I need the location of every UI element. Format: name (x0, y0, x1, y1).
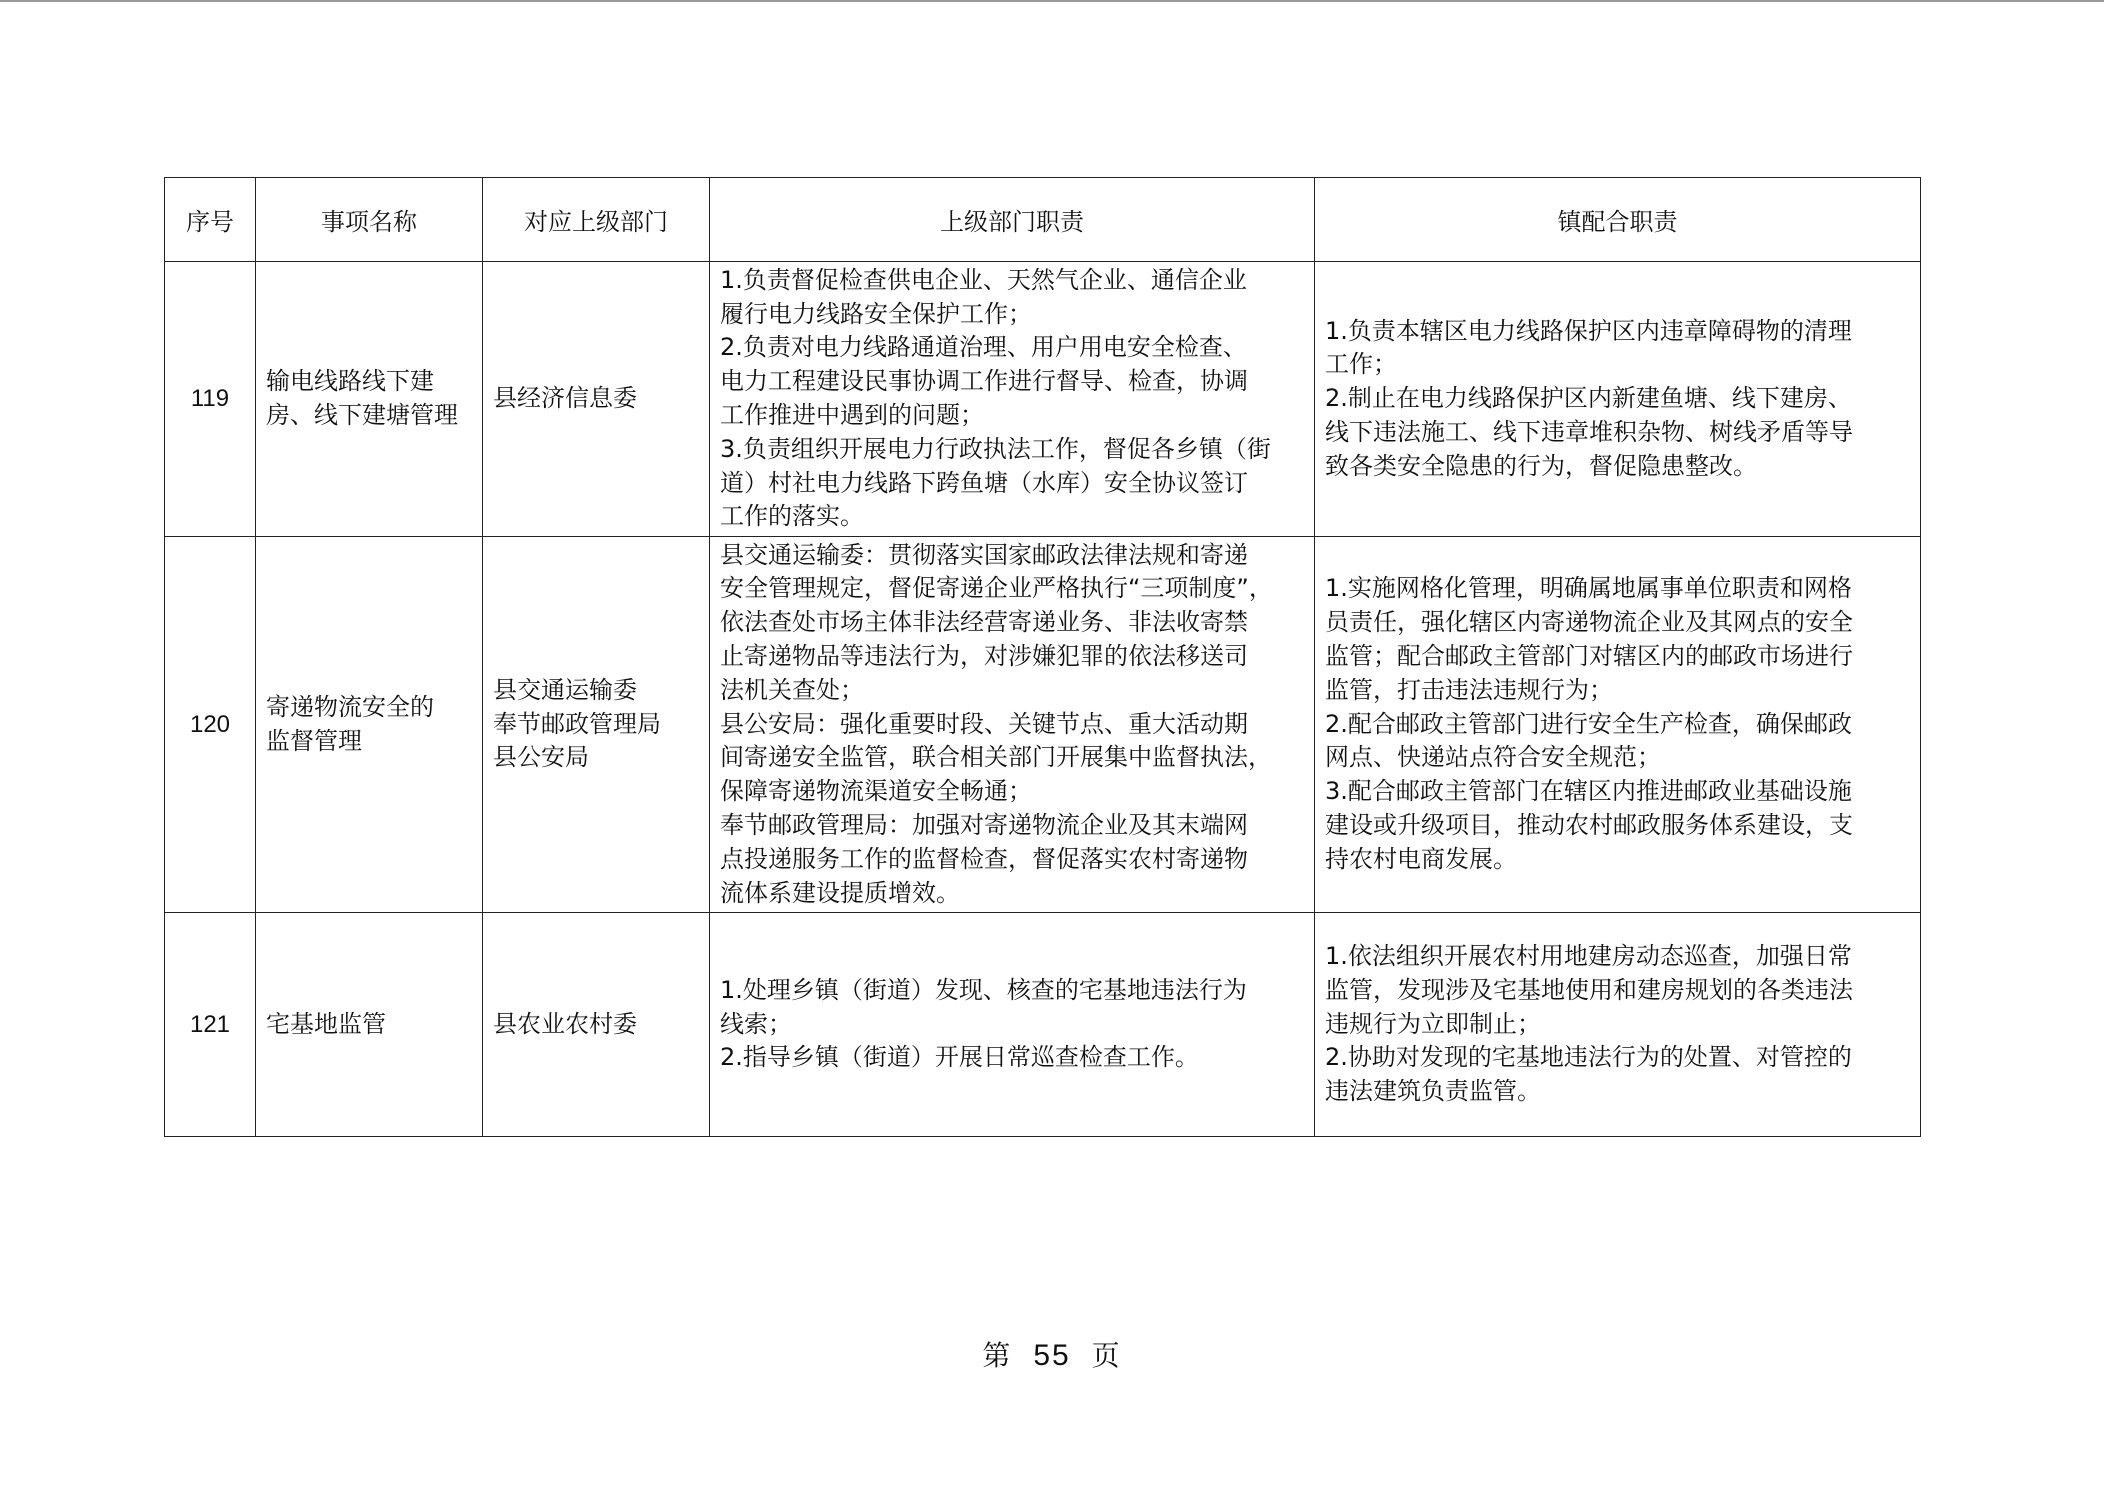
text-line: 违规行为立即制止； (1325, 1009, 1541, 1038)
text-line: 道）村社电力线路下跨鱼塘（水库）安全协议签订 (720, 468, 1248, 497)
town-duty (1315, 913, 1921, 1137)
text-line: 依法查处市场主体非法经营寄递业务、非法收寄禁 (720, 608, 1248, 637)
text-line: 电力工程建设民事协调工作进行督导、检查，协调 (720, 367, 1248, 396)
text-line: 县经济信息委 (493, 384, 637, 413)
text-line: 宅基地监管 (266, 1009, 386, 1038)
text-line: 奉节邮政管理局 (493, 709, 661, 738)
table-row (165, 537, 1921, 913)
text-line: 1.负责本辖区电力线路保护区内违章障碍物的清理 (1325, 316, 1852, 345)
text-line: 工作推进中遇到的问题； (720, 401, 984, 429)
header-number: 序号 (165, 178, 256, 262)
text-line: 致各类安全隐患的行为，督促隐患整改。 (1325, 451, 1757, 480)
text-line: 线下违法施工、线下违章堆积杂物、树线矛盾等导 (1325, 417, 1853, 446)
row-number: 119 (165, 262, 256, 537)
text-line: 2.协助对发现的宅基地违法行为的处置、对管控的 (1325, 1043, 1852, 1072)
text-line: 监管，发现涉及宅基地使用和建房规划的各类违法 (1325, 975, 1853, 1004)
table-row (165, 913, 1921, 1137)
row-number: 120 (165, 537, 256, 913)
text-line: 2.配合邮政主管部门进行安全生产检查，确保邮政 (1325, 709, 1852, 738)
text-line: 持农村电商发展。 (1325, 844, 1517, 873)
header-town-duty: 镇配合职责 (1315, 178, 1921, 262)
text-line: 流体系建设提质增效。 (720, 878, 960, 907)
text-line: 监管，打击违法违规行为； (1325, 675, 1613, 704)
text-line: 员责任，强化辖区内寄递物流企业及其网点的安全 (1325, 608, 1853, 637)
text-line: 县交通运输委 (493, 675, 637, 704)
text-line: 2.指导乡镇（街道）开展日常巡查检查工作。 (720, 1043, 1199, 1072)
duty-table (164, 177, 1921, 1137)
text-line: 止寄递物品等违法行为，对涉嫌犯罪的依法移送司 (720, 642, 1248, 670)
text-line: 1.实施网格化管理，明确属地属事单位职责和网格 (1325, 574, 1852, 603)
header-superior-duty: 上级部门职责 (710, 178, 1315, 262)
superior-dept (483, 913, 710, 1137)
text-line: 2.负责对电力线路通道治理、用户用电安全检查、 (720, 333, 1247, 362)
town-duty (1315, 262, 1921, 537)
table-header-row (165, 178, 1921, 262)
text-line: 监管；配合邮政主管部门对辖区内的邮政市场进行 (1325, 642, 1853, 670)
text-line: 网点、快递站点符合安全规范； (1325, 743, 1661, 772)
item-name (256, 913, 483, 1137)
text-line: 保障寄递物流渠道安全畅通； (720, 777, 1032, 806)
top-border-line (0, 0, 2104, 2)
item-name (256, 537, 483, 913)
text-line: 点投递服务工作的监督检查，督促落实农村寄递物 (720, 844, 1248, 873)
superior-duty (710, 913, 1315, 1137)
text-line: 县农业农村委 (493, 1009, 637, 1038)
text-line: 寄递物流安全的 (266, 692, 434, 721)
text-line: 线索； (720, 1009, 792, 1038)
text-line: 房、线下建塘管理 (266, 401, 458, 429)
text-line: 1.依法组织开展农村用地建房动态巡查，加强日常 (1325, 942, 1852, 970)
text-line: 工作； (1325, 350, 1397, 379)
text-line: 安全管理规定，督促寄递企业严格执行“三项制度”， (720, 574, 1273, 603)
text-line: 县公安局：强化重要时段、关键节点、重大活动期 (720, 709, 1248, 738)
text-line: 建设或升级项目，推动农村邮政服务体系建设，支 (1325, 810, 1853, 839)
town-duty (1315, 537, 1921, 913)
text-line: 工作的落实。 (720, 502, 864, 531)
text-line: 3.负责组织开展电力行政执法工作，督促各乡镇（街 (720, 434, 1271, 463)
text-line: 县公安局 (493, 743, 589, 772)
table-row (165, 262, 1921, 537)
page-number: 55 (1033, 1339, 1071, 1372)
text-line: 法机关查处； (720, 675, 864, 704)
text-line: 2.制止在电力线路保护区内新建鱼塘、线下建房、 (1325, 384, 1852, 413)
superior-duty (710, 537, 1315, 913)
text-line: 输电线路线下建 (266, 367, 434, 396)
text-line: 履行电力线路安全保护工作； (720, 299, 1032, 328)
superior-dept (483, 537, 710, 913)
superior-dept (483, 262, 710, 537)
text-line: 违法建筑负责监管。 (1325, 1077, 1541, 1106)
text-line: 间寄递安全监管，联合相关部门开展集中监督执法， (720, 743, 1272, 772)
text-line: 奉节邮政管理局：加强对寄递物流企业及其末端网 (720, 810, 1248, 839)
row-number: 121 (165, 913, 256, 1137)
header-superior-dept: 对应上级部门 (483, 178, 710, 262)
text-line: 1.负责督促检查供电企业、天然气企业、通信企业 (720, 265, 1247, 294)
header-item-name: 事项名称 (256, 178, 483, 262)
page-suffix: 页 (1091, 1339, 1122, 1372)
item-name (256, 262, 483, 537)
text-line: 3.配合邮政主管部门在辖区内推进邮政业基础设施 (1325, 777, 1852, 806)
text-line: 县交通运输委：贯彻落实国家邮政法律法规和寄递 (720, 540, 1248, 569)
page-prefix: 第 (982, 1339, 1013, 1372)
text-line: 1.处理乡镇（街道）发现、核查的宅基地违法行为 (720, 975, 1247, 1004)
page-footer (0, 1334, 2104, 1374)
superior-duty (710, 262, 1315, 537)
text-line: 监督管理 (266, 726, 362, 755)
